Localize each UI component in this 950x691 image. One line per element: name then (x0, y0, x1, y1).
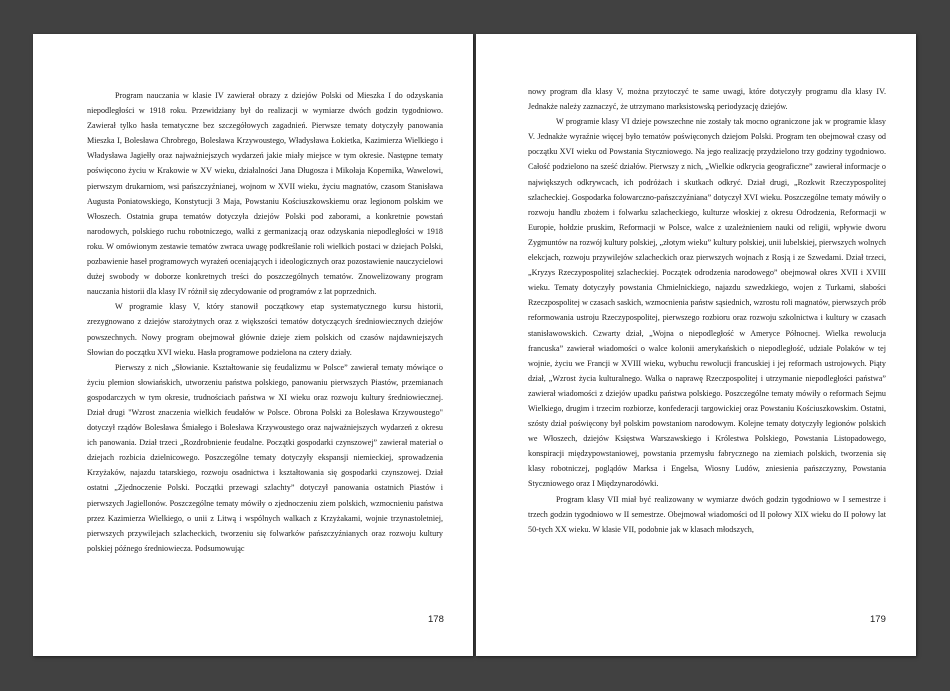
page-number: 179 (870, 614, 886, 625)
page-number: 178 (428, 614, 444, 625)
left-page-text (87, 88, 443, 556)
paragraph: Pierwszy z nich „Słowianie. Kształtowanie się feudalizmu w Polsce” zawierał tematy mówiące o życiu plemion słowiańskich, utworzeniu państwa polskiego, panowaniu pierwszych Piastów, przemianach gospodarczych w tym okresie, trudnościach państwa w XI wieku oraz rozwoju kultury średniowiecznej. Dział drugi "Wzrost znaczenia wielkich feudałów w Polsce. Obrona Polski za Bolesława Krzywoustego" dotyczył rządów Bolesława Śmiałego i Bolesława Krzywoustego oraz najważniejszych wydarzeń z okresu ich panowania. Dział trzeci „Rozdrobnienie feudalne. Początki gospodarki czynszowej” zawierał materiał o dziejach rozbicia dzielnicowego. Poszczególne tematy dotyczyły ekspansji niemieckiej, sprowadzenia Krzyżaków, najazdu tatarskiego, rozwoju osadnictwa i kształtowania się gospodarki czynszowej. Dział ostatni „Zjednoczenie Polski. Początki przewagi szlachty” dotyczył panowania ostatnich Piastów i pierwszych Jagiellonów. Poszczególne tematy mówiły o zjednoczeniu ziem polskich, wzmocnieniu państwa przez Kazimierza Wielkiego, o unii z Litwą i wspólnych walkach z Krzyżakami, wojnie trzynastoletniej, pierwszych przywilejach szlacheckich, tworzeniu się folwarków pańszczyźnianych oraz rozwoju kultury polskiej późnego średniowiecza. Podsumowując (87, 362, 443, 553)
paragraph: Program klasy VII miał być realizowany w wymiarze dwóch godzin tygodniowo w I semestrze i trzech godzin tygodniowo w II semestrze. Obejmował wiadomości od II połowy XIX wieku do II połowy lat 50-tych XX wieku. W klasie VII, podobnie jak w klasach młodszych, (528, 494, 886, 534)
paragraph: W programie klasy V, który stanowił początkowy etap systematycznego kursu historii, zrezygnowano z dziejów starożytnych oraz z większości tematów dotyczących średniowiecznych dziejów powszechnych. Nowy program obejmował głównie dzieje ziem polskich od czasów najdawniejszych Słowian do początku XVI wieku. Hasła programowe podzielona na cztery działy. (87, 302, 443, 357)
paragraph: W programie klasy VI dzieje powszechne nie zostały tak mocno ograniczone jak w programie klasy V. Jednakże wyraźnie więcej było tematów poświęconych dziejom Polski. Program ten obejmował czasy od początku XVI wieku od Powstania Styczniowego. Na jego realizację przydzielono trzy godziny tygodniowo. Całość podzielono na sześć działów. Pierwszy z nich, „Wielkie odkrycia geograficzne” zawierał informacje o największych odkrywcach, ich podróżach i skutkach odkryć. Dział drugi, „Rozkwit Rzeczypospolitej szlacheckiej. Gospodarka folowarczno-pańszczyźniana” dotyczył XVI wieku. Poszczególne tematy mówiły o rozwoju handlu zbożem i folwarku szlacheckiego, kulturze włoskiej z okresu Odrodzenia, Reformacji w Europie, hołdzie pruskim, Reformacji w Polsce, walce z uzależnieniem nauki od religii, wpływie dworu Zygmuntów na rozwój kultury polskiej, „złotym wieku” kultury polskiej, unii lubelskiej, pierwszych wolnych elekcjach, rozwoju przywilejów szlacheckich oraz pierwszych wojnach z Rosją i ze Szwedami. Dział trzeci, „Kryzys Rzeczypospolitej szlacheckiej. Początek odrodzenia narodowego” obejmował okres XVII i XVIII wieku. Tematy dotyczyły powstania Chmielnickiego, najazdu szwedzkiego, wojen z Turkami, słabości Rzeczpospolitej w czasach saskich, wzmocnienia państw sąsiednich, wzrostu roli magnatów, pierwszych prób reformowania ustroju Rzeczypospolitej, pierwszego rozbioru oraz rozwoju szkolnictwa i kultury w czasach stanisławowskich. Czwarty dział, „Wojna o niepodległość w Ameryce Północnej. Wielka rewolucja francuska” zawierał wiadomości o walce kolonii amerykańskich o niepodległość, udziale Polaków w tej wojnie, życiu we Francji w XVIII wieku, wybuchu rewolucji francuskiej i jej reformach ustrojowych. Piąty dział, „Wzrost życia kulturalnego. Walka o naprawę Rzeczpospolitej i utrzymanie niepodległości państwa” zawierał wiadomości z dziejów upadku państwa polskiego. Poszczególne tematy mówiły o reformach Sejmu Wielkiego, drugim i trzecim rozbiorze, konfederacji targowickiej oraz Powstaniu Kościuszkowskim. Ostatni, szósty dział poświęcony był polskim powstaniom narodowym. Kolejne tematy dotyczyły legionów polskich we Włoszech, dziejów Księstwa Warszawskiego i Królestwa Polskiego, Powstania Listopadowego, konspiracji międzypowstaniowej, powstania przemysłu fabrycznego na ziemiach polskich, tworzenia się klasy robotniczej, poglądów Marksa i Engelsa, Wiosny Ludów, zniesienia pańszczyzny, Powstania Styczniowego oraz I Międzynarodówki. (528, 117, 886, 489)
paragraph-continuation: nowy program dla klasy V, można przytoczyć te same uwagi, które dotyczyły programu dla klasy IV. Jednakże należy zaznaczyć, że utrzymano marksistowską periodyzację dziejów. (528, 87, 886, 112)
right-page (476, 34, 916, 656)
right-page-text (528, 84, 886, 537)
paragraph: Program nauczania w klasie IV zawierał obrazy z dziejów Polski od Mieszka I do odzyskania niepodległości w 1918 roku. Przewidziany był do realizacji w wymiarze dwóch godzin tygodniowo. Zawierał tylko hasła tematyczne bez szczegółowych zagadnień. Pierwsze tematy dotyczyły panowania Mieszka I, Bolesława Chrobrego, Bolesława Krzywoustego, Władysława Łokietka, Kazimierza Wielkiego i Władysława Jagiełły oraz najważniejszych wydarzeń jakie miały miejsce w tym okresie. Następne tematy poświęcono życiu w Krakowie w XV wieku, działalności Jana Długosza i Mikołaja Kopernika, Wawelowi, pierwszym drukarniom, wsi pańszczyźnianej, wojnom w XVII wieku, życiu magnatów, czasom Stanisława Augusta Poniatowskiego, Konstytucji 3 Maja, Powstaniu Kościuszkowskiemu oraz legionom polskim we Włoszech. Ostatnia grupa tematów dotyczyła dziejów Polski pod zaborami, a konkretnie powstań narodowych, polskiego ruchu robotniczego, walki z germanizacją oraz odzyskania niepodległości w 1918 roku. W omówionym zestawie tematów zwraca uwagę podkreślanie roli wielkich postaci w dziejach Polski, pozbawienie haseł programowych wyrażeń oceniających i ideologicznych oraz pozostawienie nauczycielowi dużej swobody w doborze konkretnych treści do poszczególnych tematów. Znowelizowany program nauczania historii dla klasy IV różnił się zdecydowanie od programów z lat poprzednich. (87, 91, 443, 297)
left-page (33, 34, 473, 656)
